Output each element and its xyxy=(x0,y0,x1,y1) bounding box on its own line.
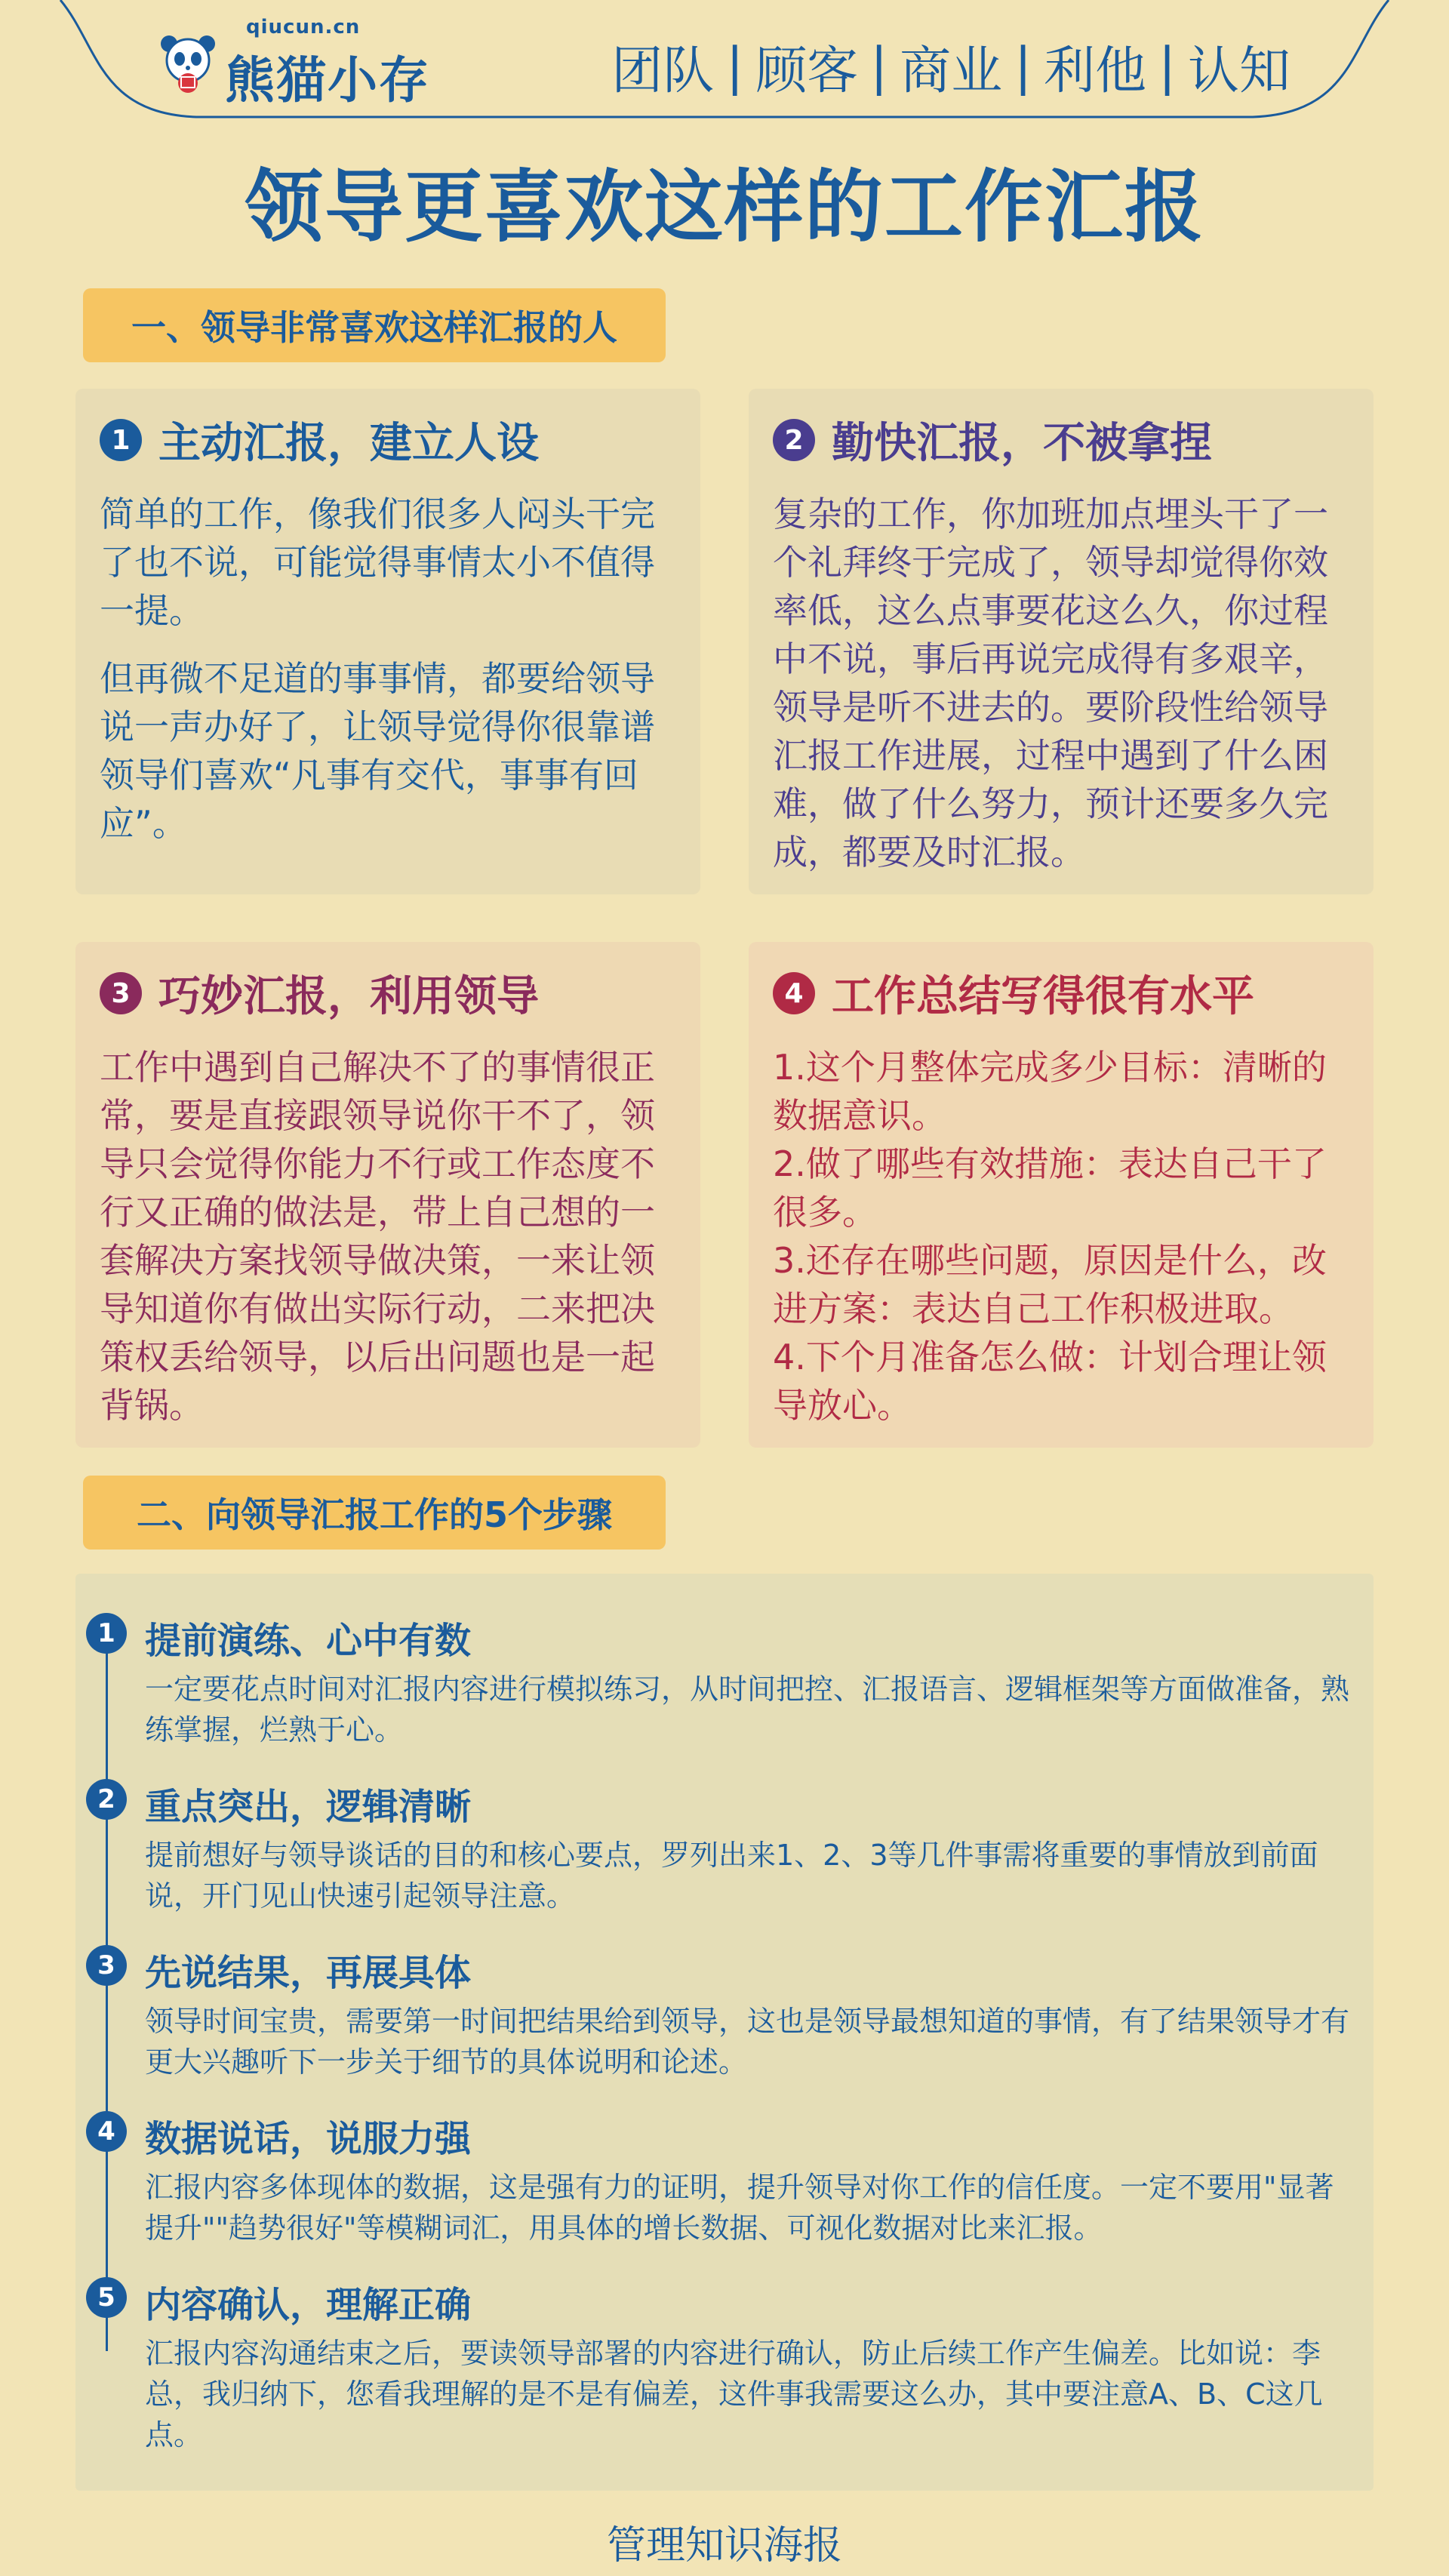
step-title: 先说结果，再展具体 xyxy=(145,1952,472,1994)
timeline-line xyxy=(106,1634,108,2351)
step-number: 4 xyxy=(86,2111,127,2152)
number-badge: 3 xyxy=(100,972,142,1014)
step-number: 1 xyxy=(86,1613,127,1654)
step-number: 5 xyxy=(86,2277,127,2318)
card-title: 勤快汇报，不被拿捏 xyxy=(832,419,1212,468)
section-1-label: 一、领导非常喜欢这样汇报的人 xyxy=(83,288,666,362)
number-badge: 2 xyxy=(773,419,815,461)
nav-item-business[interactable]: 商业 xyxy=(900,42,1003,101)
step-description: 领导时间宝贵，需要第一时间把结果给到领导，这也是领导最想知道的事情，有了结果领导才有更大兴趣听下一步关于细节的具体说明和论述。 xyxy=(145,2005,1350,2079)
number-badge: 1 xyxy=(100,419,142,461)
nav-item-altruism[interactable]: 利他 xyxy=(1044,42,1147,101)
step-title: 内容确认，理解正确 xyxy=(145,2284,472,2326)
card-clever-report xyxy=(75,942,700,1448)
top-nav xyxy=(611,30,1291,103)
card-title: 工作总结写得很有水平 xyxy=(832,972,1254,1021)
card-work-summary xyxy=(749,942,1374,1448)
summary-point: 1.这个月整体完成多少目标：清晰的数据意识。 xyxy=(773,1047,1327,1136)
header xyxy=(0,0,1449,128)
nav-item-customer[interactable]: 顾客 xyxy=(755,42,859,101)
step-description: 汇报内容多体现体的数据，这是强有力的证明，提升领导对你工作的信任度。一定不要用"显著提升""趋势很好"等模糊词汇，用具体的增长数据、可视化数据对比来汇报。 xyxy=(145,2171,1334,2245)
page-title: 领导更喜欢这样的工作汇报 xyxy=(244,161,1204,253)
card-proactive-report xyxy=(75,389,700,894)
card-paragraph: 简单的工作，像我们很多人闷头干完了也不说，可能觉得事情太小不值得一提。 xyxy=(100,494,655,631)
logo-name: 熊猫小存 xyxy=(225,51,430,109)
nav-separator: | xyxy=(1014,37,1032,97)
summary-point: 2.做了哪些有效措施：表达自己干了很多。 xyxy=(773,1143,1327,1233)
step-description: 一定要花点时间对汇报内容进行模拟练习，从时间把控、汇报语言、逻辑框架等方面做准备，熟练掌握，烂熟于心。 xyxy=(145,1673,1350,1747)
card-paragraph: 复杂的工作，你加班加点埋头干了一个礼拜终于完成了，领导却觉得你效率低，这么点事要花这么久，你过程中不说，事后再说完成得有多艰辛，领导是听不进去的。要阶段性给领导汇报工作进展，过程中遇到了什么困难，做了什么努力，预计还要多久完成，都要及时汇报。 xyxy=(773,494,1328,873)
footer-caption: 管理知识海报 xyxy=(606,2523,842,2568)
step-title: 提前演练、心中有数 xyxy=(145,1620,472,1662)
nav-separator: | xyxy=(1158,37,1176,97)
summary-point: 4.下个月准备怎么做：计划合理让领导放心。 xyxy=(773,1337,1327,1426)
card-paragraph: 但再微不足道的事事情，都要给领导说一声办好了，让领导觉得你很靠谱领导们喜欢“凡事有交代，事事有回应”。 xyxy=(100,658,655,844)
steps-panel xyxy=(75,1574,1374,2491)
step-title: 重点突出，逻辑清晰 xyxy=(145,1786,472,1828)
step-description: 提前想好与领导谈话的目的和核心要点，罗列出来1、2、3等几件事需将重要的事情放到前面说，开门见山快速引起领导注意。 xyxy=(145,1839,1318,1913)
step-title: 数据说话，说服力强 xyxy=(145,2118,472,2160)
nav-item-cognition[interactable]: 认知 xyxy=(1187,42,1291,101)
card-title: 主动汇报，建立人设 xyxy=(158,419,539,468)
card-title: 巧妙汇报，利用领导 xyxy=(158,972,539,1021)
step-number: 3 xyxy=(86,1945,127,1986)
card-paragraph: 工作中遇到自己解决不了的事情很正常，要是直接跟领导说你干不了，领导只会觉得你能力不行或工作态度不行又正确的做法是，带上自己想的一套解决方案找领导做决策，一来让领导知道你有做出实际行动，二来把决策权丢给领导，以后出问题也是一起背锅。 xyxy=(100,1047,655,1426)
step-number: 2 xyxy=(86,1779,127,1820)
logo-url: qiucun.cn xyxy=(246,15,361,38)
nav-separator: | xyxy=(726,37,744,97)
summary-point: 3.还存在哪些问题，原因是什么，改进方案：表达自己工作积极进取。 xyxy=(773,1240,1327,1329)
step-description: 汇报内容沟通结束之后，要读领导部署的内容进行确认，防止后续工作产生偏差。比如说：李总，我归纳下，您看我理解的是不是有偏差，这件事我需要这么办，其中要注意A、B、C这几点。 xyxy=(145,2337,1323,2451)
number-badge: 4 xyxy=(773,972,815,1014)
section-2-label: 二、向领导汇报工作的5个步骤 xyxy=(83,1476,666,1550)
nav-item-team[interactable]: 团队 xyxy=(611,42,715,101)
card-diligent-report xyxy=(749,389,1374,894)
logo[interactable] xyxy=(158,15,430,109)
panda-icon xyxy=(158,35,217,94)
nav-separator: | xyxy=(870,37,888,97)
